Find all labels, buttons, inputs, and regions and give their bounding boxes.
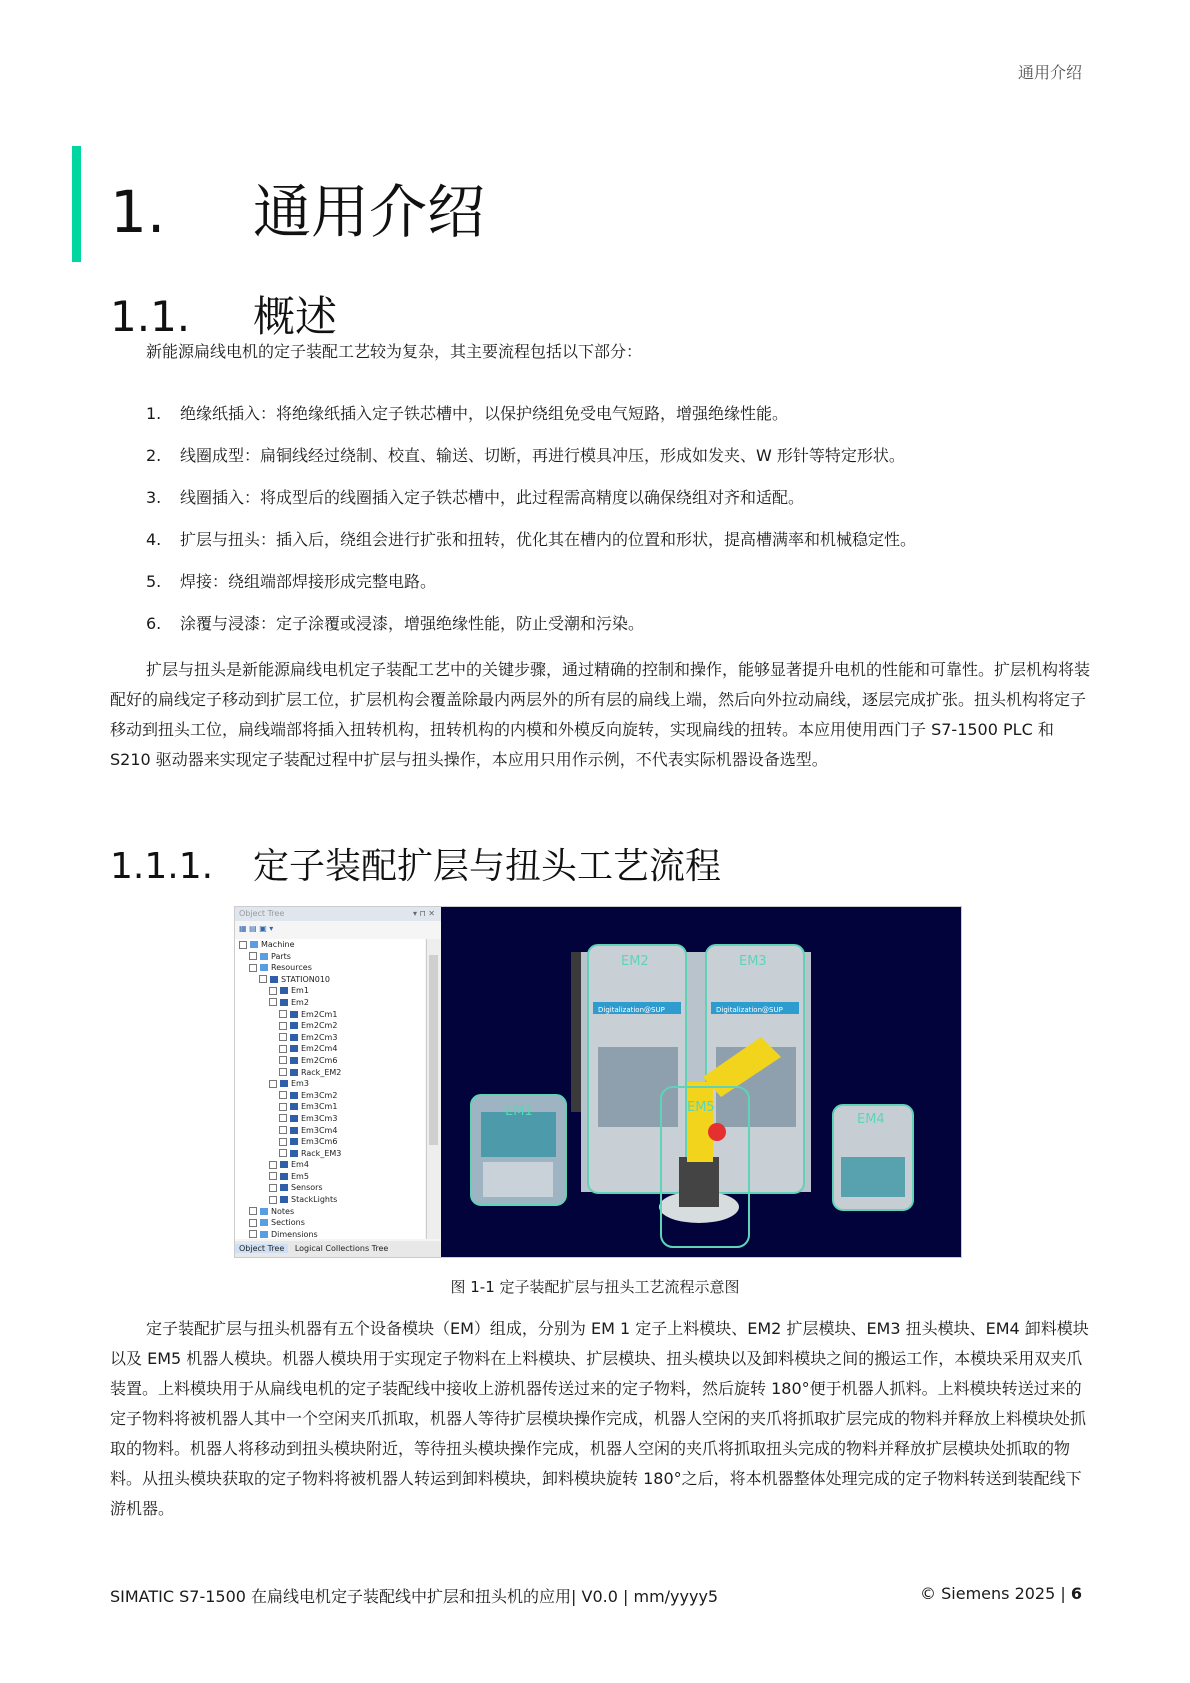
folder-icon — [260, 1231, 268, 1238]
folder-icon — [290, 1057, 298, 1064]
intro-paragraph: 新能源扁线电机的定子装配工艺较为复杂，其主要流程包括以下部分： — [146, 342, 643, 361]
tree-item — [235, 974, 425, 986]
expand-toggle-icon — [269, 1172, 277, 1180]
section-number: 1.1. — [110, 292, 191, 341]
expand-toggle-icon — [279, 1068, 287, 1076]
tree-item — [235, 962, 425, 974]
expand-toggle-icon — [279, 1033, 287, 1041]
tree-item — [235, 1043, 425, 1055]
tree-item — [235, 951, 425, 963]
em5-label: EM5 — [687, 1100, 715, 1115]
folder-icon — [280, 1080, 288, 1087]
folder-icon — [250, 941, 258, 948]
heading-accent-bar — [72, 146, 81, 262]
em4-label: EM4 — [857, 1112, 885, 1127]
chapter-number: 1. — [110, 178, 166, 246]
list-item: 2. 线圈成型：扁铜线经过绕制、校直、输送、切断，再进行模具冲压，形成如发夹、W 形针等特定形状。 — [146, 446, 905, 465]
expand-toggle-icon — [269, 1161, 277, 1169]
tab-logical-collections-tree: Logical Collections Tree — [294, 1244, 389, 1253]
tree-item-label: Em2Cm4 — [301, 1044, 338, 1054]
tree-item-label: Sensors — [291, 1183, 323, 1193]
em3-label: EM3 — [739, 954, 767, 969]
folder-icon — [290, 1115, 298, 1122]
tree-item — [235, 1055, 425, 1067]
chapter-title: 通用介绍 — [253, 178, 486, 246]
folder-icon — [290, 1127, 298, 1134]
tree-item-label: Em2Cm3 — [301, 1032, 338, 1042]
tree-item-label: Em3Cm1 — [301, 1102, 338, 1112]
tree-toolbar: ▦ ▤ ▣ ▾ — [239, 924, 274, 933]
folder-icon — [280, 1173, 288, 1180]
folder-icon — [290, 1092, 298, 1099]
expand-toggle-icon — [239, 941, 247, 949]
process-steps-list — [146, 400, 916, 652]
em1-module — [471, 1095, 566, 1205]
tree-item-label: Parts — [271, 951, 291, 961]
folder-icon — [280, 1196, 288, 1203]
body-paragraph-2: 定子装配扩层与扭头机器有五个设备模块（EM）组成，分别为 EM 1 定子上料模块、EM2 扩层模块、EM3 扭头模块、EM4 卸料模块以及 EM5 机器人模块。机器人模块用于实现定子物料在上料模块、扩层模块、扭头模块以及卸料模块之间的搬运工作，本模块采用双夹爪装置。上料模块用于从扁线电机的定子装配线中接收上游机器传送过来的定子物料，然后旋转 180°便于机器人抓料。上料模块转送过来的定子物料将被机器人其中一个空闲夹爪抓取，机器人等待扩层模块操作完成，机器人空闲的夹爪将抓取扩层完成的物料并释放上料模块处抓取的物料。机器人将移动到扭头模块附近，等待扭头模块操作完成，机器人空闲的夹爪将抓取扭头完成的物料并释放扩层模块处抓取的物料。从扭头模块获取的定子物料将被机器人转运到卸料模块，卸料模块旋转 180°之后，将本机器整体处理完成的定子物料转送到装配线下游机器。 — [110, 1319, 1089, 1518]
tree-item — [235, 1229, 425, 1241]
tree-item — [235, 1125, 425, 1137]
expand-toggle-icon — [249, 964, 257, 972]
tree-item-label: Resources — [271, 963, 312, 973]
list-item: 3. 线圈插入：将成型后的线圈插入定子铁芯槽中，此过程需高精度以确保绕组对齐和适配。 — [146, 488, 805, 507]
body-paragraph-1: 扩层与扭头是新能源扁线电机定子装配工艺中的关键步骤，通过精确的控制和操作，能够显著提升电机的性能和可靠性。扩层机构将装配好的扁线定子移动到扩层工位，扩层机构会覆盖除最内两层外的所有层的扁线上端，然后向外拉动扁线，逐层完成扩张。扭头机构将定子移动到扭头工位，扁线端部将插入扭转机构，扭转机构的内模和外模反向旋转，实现扁线的扭转。本应用使用西门子 S7-1500 PLC 和 S210 驱动器来实现定子装配过程中扩层与扭头操作，本应用只用作示例，不代表实际机器设备选型。 — [110, 660, 1091, 769]
tree-item-label: Em2Cm2 — [301, 1021, 338, 1031]
chapter-heading — [110, 165, 485, 249]
subsection-title: 定子装配扩层与扭头工艺流程 — [253, 846, 722, 887]
figure-caption: 图 1-1 定子装配扩层与扭头工艺流程示意图 — [450, 1278, 740, 1296]
tree-item-label: Em3Cm4 — [301, 1125, 338, 1135]
list-item: 1. 绝缘纸插入：将绝缘纸插入定子铁芯槽中，以保护绕组免受电气短路，增强绝缘性能。 — [146, 404, 789, 423]
expand-toggle-icon — [279, 1091, 287, 1099]
expand-toggle-icon — [279, 1010, 287, 1018]
expand-toggle-icon — [269, 1196, 277, 1204]
expand-toggle-icon — [269, 987, 277, 995]
tree-item — [235, 1020, 425, 1032]
folder-icon — [280, 987, 288, 994]
running-header: 通用介绍 — [1017, 63, 1082, 82]
tree-tabs — [235, 1241, 441, 1257]
folder-icon — [290, 1045, 298, 1052]
folder-icon — [290, 1138, 298, 1145]
folder-icon — [260, 964, 268, 971]
list-item: 4. 扩层与扭头：插入后，绕组会进行扩张和扭转，优化其在槽内的位置和形状，提高槽满率和机械稳定性。 — [146, 530, 917, 549]
subsection-number: 1.1.1. — [110, 846, 214, 887]
em2-module — [588, 945, 686, 1193]
folder-icon — [290, 1069, 298, 1076]
tree-item — [235, 985, 425, 997]
tree-item — [235, 1032, 425, 1044]
expand-toggle-icon — [259, 975, 267, 983]
tree-item-label: Notes — [271, 1206, 295, 1216]
tree-item-label: Rack_EM3 — [301, 1148, 342, 1158]
object-tree-panel — [235, 907, 441, 1257]
tree-item — [235, 1206, 425, 1218]
tree-item-label: Em3Cm2 — [301, 1090, 338, 1100]
tree-item-label: Em1 — [291, 986, 309, 996]
tree-item — [235, 1194, 425, 1206]
tab-object-tree: Object Tree — [235, 1244, 288, 1253]
tree-item — [235, 1009, 425, 1021]
em1-label: EM1 — [505, 1104, 533, 1119]
object-tree-list — [235, 939, 425, 1239]
expand-toggle-icon — [279, 1022, 287, 1030]
folder-icon — [270, 976, 278, 983]
expand-toggle-icon — [279, 1056, 287, 1064]
folder-icon — [260, 1208, 268, 1215]
tree-item-label: Em3Cm3 — [301, 1113, 338, 1123]
tree-item — [235, 939, 425, 951]
footer-copyright: © Siemens 2025 | — [920, 1584, 1071, 1603]
expand-toggle-icon — [279, 1114, 287, 1122]
tree-item-label: Sections — [271, 1218, 305, 1228]
folder-icon — [280, 1184, 288, 1191]
section-heading — [110, 284, 337, 344]
expand-toggle-icon — [279, 1126, 287, 1134]
tree-item — [235, 1067, 425, 1079]
expand-toggle-icon — [269, 998, 277, 1006]
folder-icon — [290, 1150, 298, 1157]
folder-icon — [290, 1011, 298, 1018]
tree-item-label: StackLights — [291, 1195, 338, 1205]
em2-brand: Digitalization@SUP — [598, 1006, 665, 1014]
tree-item-label: Em2Cm6 — [301, 1055, 338, 1065]
expand-toggle-icon — [249, 952, 257, 960]
expand-toggle-icon — [279, 1149, 287, 1157]
tree-item-label: Em2 — [291, 997, 309, 1007]
folder-icon — [260, 1219, 268, 1226]
process-figure — [234, 906, 962, 1258]
panel-controls-icon: ▾ ⊓ ✕ — [412, 909, 435, 918]
folder-icon — [280, 1161, 288, 1168]
tree-scrollbar — [426, 939, 441, 1239]
tree-item-label: Em2Cm1 — [301, 1009, 338, 1019]
tree-item — [235, 1078, 425, 1090]
tree-item — [235, 1159, 425, 1171]
tree-item — [235, 1171, 425, 1183]
tree-item — [235, 1136, 425, 1148]
tree-item-label: STATION010 — [281, 974, 330, 984]
tree-item-label: Machine — [261, 940, 295, 949]
object-tree-titlebar: Object Tree ▾ ⊓ ✕ — [235, 907, 441, 921]
tree-item — [235, 1101, 425, 1113]
tree-item — [235, 1148, 425, 1160]
footer-page-info — [920, 1584, 1082, 1603]
expand-toggle-icon — [249, 1230, 257, 1238]
folder-icon — [290, 1103, 298, 1110]
machine-3d-scene — [441, 907, 961, 1257]
tree-item — [235, 1217, 425, 1229]
tree-item-label: Em4 — [291, 1160, 309, 1170]
expand-toggle-icon — [279, 1045, 287, 1053]
tree-item — [235, 997, 425, 1009]
tree-item-label: Em5 — [291, 1171, 309, 1181]
folder-icon — [280, 999, 288, 1006]
footer-document-title: SIMATIC S7-1500 在扁线电机定子装配线中扩层和扭头机的应用| V0.0 | mm/yyyy5 — [110, 1587, 719, 1606]
em4-module — [833, 1105, 913, 1210]
list-item: 5. 焊接：绕组端部焊接形成完整电路。 — [146, 572, 437, 591]
folder-icon — [290, 1022, 298, 1029]
list-item: 6. 涂覆与浸漆：定子涂覆或浸漆，增强绝缘性能，防止受潮和污染。 — [146, 614, 645, 633]
em3-brand: Digitalization@SUP — [716, 1006, 783, 1014]
tree-item-label: Em3Cm6 — [301, 1137, 338, 1147]
em2-label: EM2 — [621, 954, 649, 969]
folder-icon — [290, 1034, 298, 1041]
tree-item-label: Dimensions — [271, 1229, 318, 1239]
expand-toggle-icon — [269, 1184, 277, 1192]
expand-toggle-icon — [279, 1138, 287, 1146]
tree-item — [235, 1182, 425, 1194]
tree-item — [235, 1113, 425, 1125]
expand-toggle-icon — [249, 1219, 257, 1227]
expand-toggle-icon — [269, 1080, 277, 1088]
tree-item-label: Rack_EM2 — [301, 1067, 342, 1077]
tree-item — [235, 1090, 425, 1102]
page-number: 6 — [1070, 1584, 1082, 1603]
subsection-heading — [110, 838, 721, 889]
folder-icon — [260, 953, 268, 960]
expand-toggle-icon — [279, 1103, 287, 1111]
tree-item-label: Em3 — [291, 1079, 309, 1089]
section-title: 概述 — [253, 292, 338, 341]
expand-toggle-icon — [249, 1207, 257, 1215]
